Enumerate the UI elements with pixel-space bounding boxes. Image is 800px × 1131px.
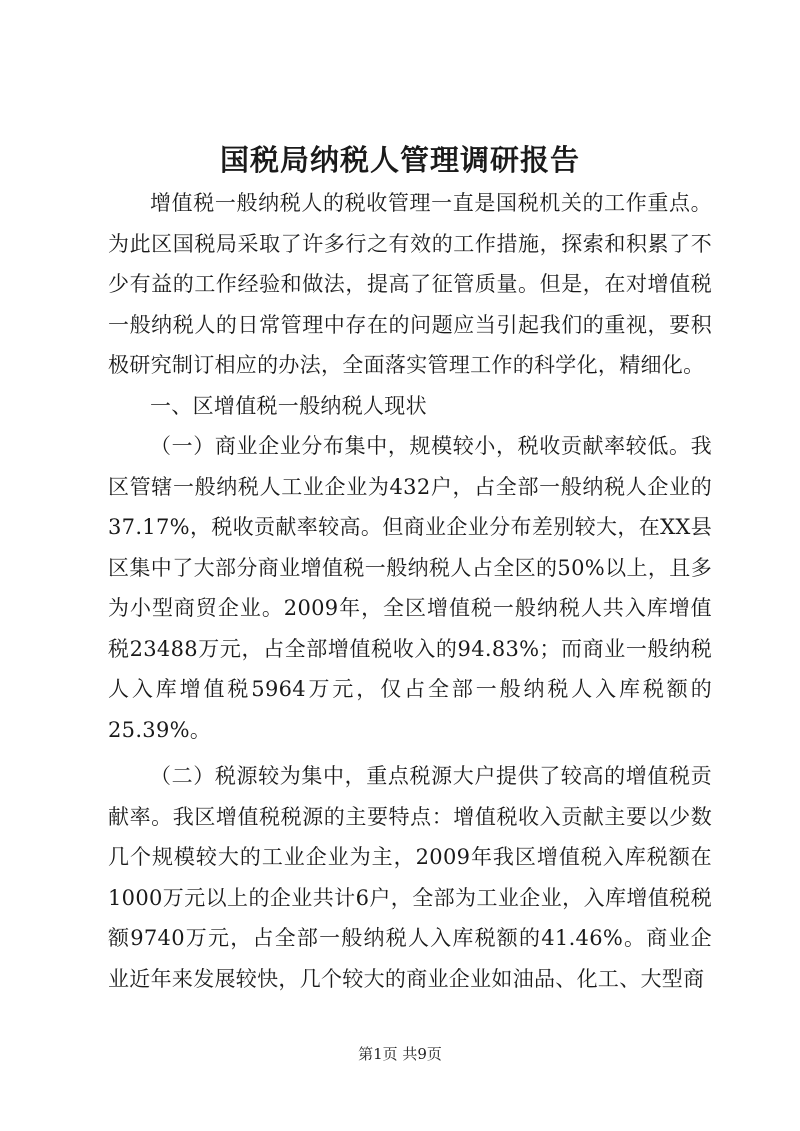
paragraph-subsection-1: （一）商业企业分布集中，规模较小，税收贡献率较低。我区管辖一般纳税人工业企业为432户，占全部一般纳税人企业的37.17%，税收贡献率较高。但商业企业分布差别较大，在XX县区集中了大部分商业增值税一般纳税人占全区的50%以上，且多为小型商贸企业。2009年，全区增值税一般纳税人共入库增值税23488万元，占全部增值税收入的94.83%；而商业一般纳税人入库增值税5964万元，仅占全部一般纳税人入库税额的25.39%。 xyxy=(108,434,712,742)
paragraph-intro: 增值税一般纳税人的税收管理一直是国税机关的工作重点。为此区国税局采取了许多行之有效的工作措施，探索和积累了不少有益的工作经验和做法，提高了征管质量。但是，在对增值税一般纳税人的日常管理中存在的问题应当引起我们的重视，要积极研究制订相应的办法，全面落实管理工作的科学化，精细化。 xyxy=(108,191,712,377)
section-heading-1: 一、区增值税一般纳税人现状 xyxy=(150,393,427,418)
document-body xyxy=(108,183,712,999)
page-footer: 第1页 共9页 xyxy=(358,1045,442,1063)
document-title: 国税局纳税人管理调研报告 xyxy=(219,143,580,177)
paragraph-subsection-2: （二）税源较为集中，重点税源大户提供了较高的增值税贡献率。我区增值税税源的主要特点：增值税收入贡献主要以少数几个规模较大的工业企业为主，2009年我区增值税入库税额在1000万元以上的企业共计6户，全部为工业企业，入库增值税税额9740万元，占全部一般纳税人入库税额的41.46%。商业企业近年来发展较快，几个较大的商业企业如油品、化工、大型商 xyxy=(108,764,712,991)
